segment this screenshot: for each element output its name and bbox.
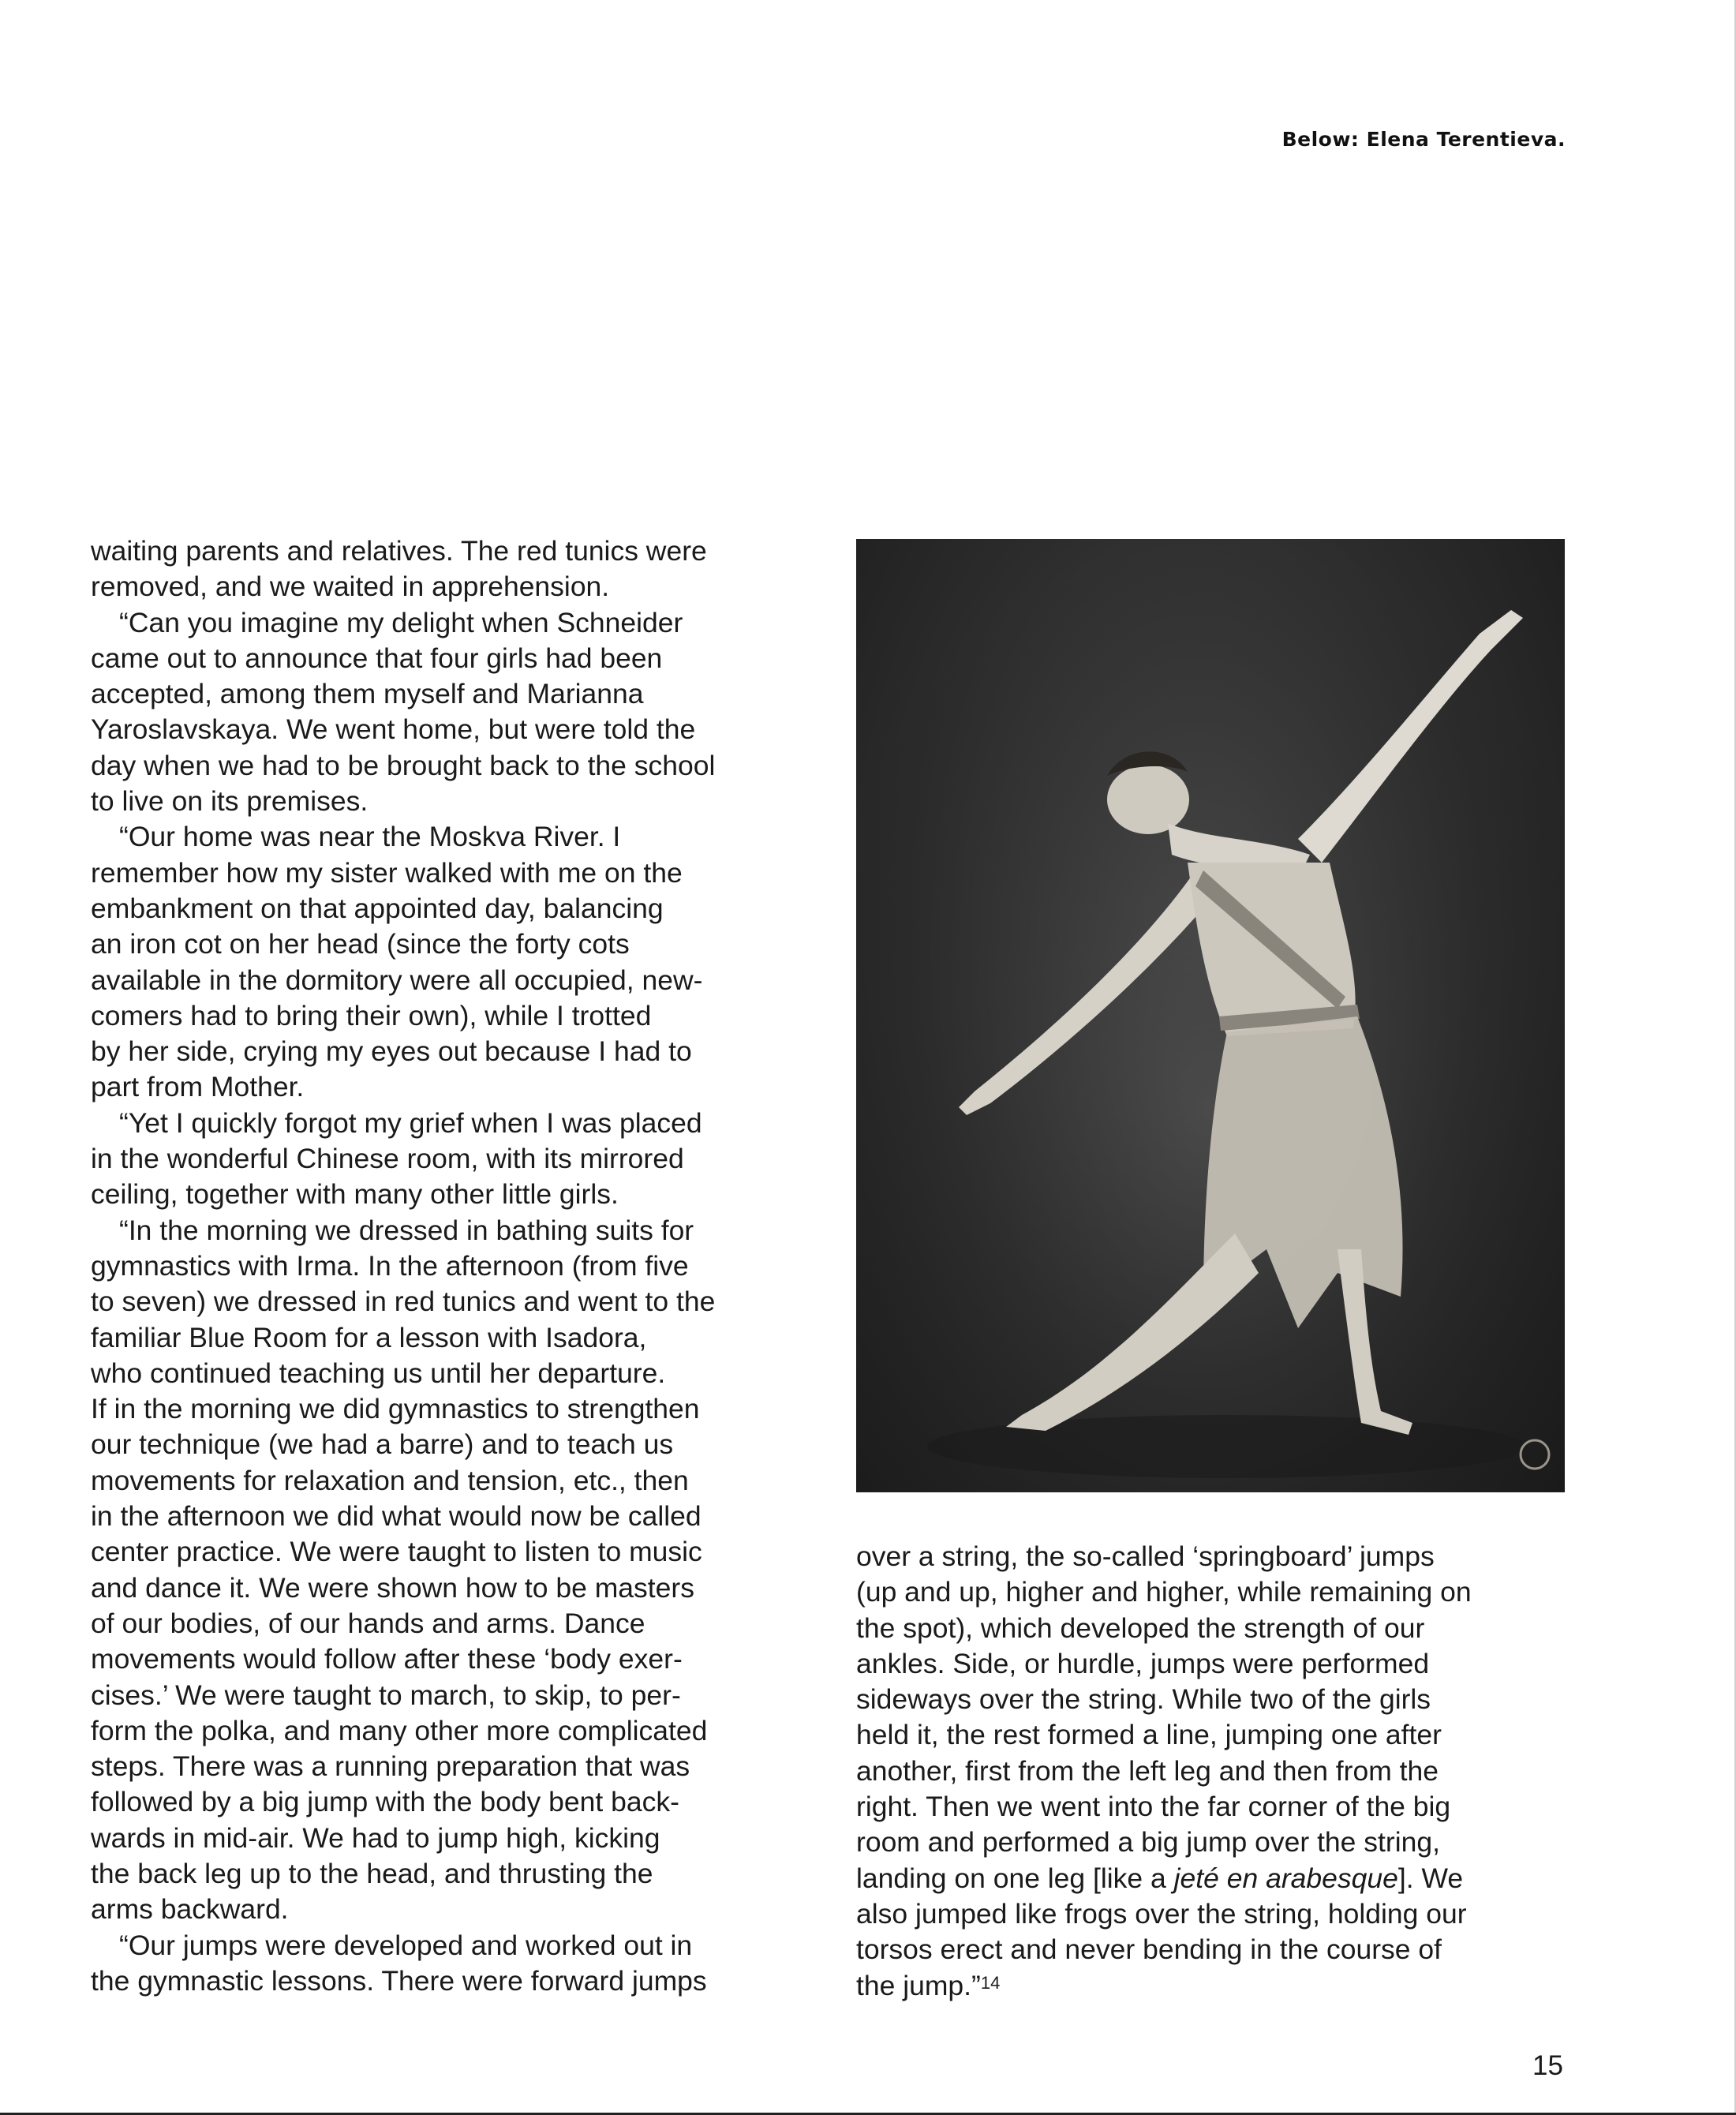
text-line: who continued teaching us until her departure. [91, 1357, 666, 1389]
text-fragment: landing on one leg [like a [856, 1862, 1174, 1894]
text-line [856, 1754, 1582, 1789]
text-line: familiar Blue Room for a lesson with Isadora, [91, 1321, 647, 1353]
text-line: movements for relaxation and tension, etc., then [91, 1464, 689, 1496]
text-line [856, 1789, 1582, 1825]
text-fragment: over a string, the so-called ‘springboard’ jumps [856, 1540, 1435, 1572]
text-line [856, 1825, 1582, 1860]
text-line [856, 1539, 1582, 1574]
text-fragment: ankles. Side, or hurdle, jumps were performed [856, 1647, 1430, 1679]
text-line: “Yet I quickly forgot my grief when I was placed [119, 1106, 702, 1139]
text-line: in the afternoon we did what would now be called [91, 1500, 702, 1533]
text-fragment: the spot), which developed the strength of our [856, 1612, 1425, 1644]
text-line: followed by a big jump with the body bent back- [91, 1786, 679, 1818]
text-line [856, 1646, 1582, 1682]
text-line: ceiling, together with many other little girls. [91, 1178, 619, 1211]
text-line: day when we had to be brought back to the school [91, 749, 716, 781]
text-line: center practice. We were taught to listen to music [91, 1536, 702, 1568]
text-line: arms backward. [91, 1893, 289, 1926]
text-line: remember how my sister walked with me on the [91, 856, 683, 889]
text-line: Yaroslavskaya. We went home, but were told the [91, 713, 696, 746]
text-line: by her side, crying my eyes out because I had to [91, 1035, 692, 1068]
text-fragment: another, first from the left leg and then from the [856, 1754, 1439, 1787]
text-line: to live on its premises. [91, 785, 369, 818]
text-fragment: ]. We [1397, 1862, 1464, 1894]
text-line [856, 1932, 1582, 1967]
text-line [856, 1968, 1582, 2004]
text-fragment: also jumped like frogs over the string, holding our [856, 1897, 1467, 1930]
text-line [856, 1611, 1582, 1646]
text-fragment: (up and up, higher and higher, while remaining on [856, 1576, 1472, 1608]
right-text-column [856, 1539, 1582, 2004]
text-line: to seven) we dressed in red tunics and went to the [91, 1286, 716, 1318]
text-line: and dance it. We were shown how to be masters [91, 1571, 694, 1604]
text-line: embankment on that appointed day, balancing [91, 892, 664, 924]
text-line [856, 1896, 1582, 1932]
text-fragment: held it, the rest formed a line, jumping one after [856, 1719, 1442, 1751]
text-line: “Our jumps were developed and worked out in [119, 1929, 693, 1961]
text-line: our technique (we had a barre) and to teach us [91, 1428, 674, 1461]
dancer-photograph [856, 539, 1565, 1492]
text-fragment: room and performed a big jump over the string, [856, 1826, 1440, 1859]
text-line: wards in mid-air. We had to jump high, kicking [91, 1821, 660, 1854]
text-line: of our bodies, of our hands and arms. Dance [91, 1607, 645, 1639]
text-line [856, 1861, 1582, 1896]
text-line: comers had to bring their own), while I trotted [91, 999, 652, 1031]
photo-caption: Below: Elena Terentieva. [1281, 128, 1566, 151]
text-line: in the wonderful Chinese room, with its mirrored [91, 1143, 684, 1175]
text-fragment: right. Then we went into the far corner of the big [856, 1791, 1451, 1823]
text-fragment: the jump.” [856, 1969, 981, 2001]
text-line: steps. There was a running preparation that was [91, 1750, 690, 1783]
text-line: waiting parents and relatives. The red tunics were [91, 535, 707, 567]
text-line: came out to announce that four girls had been [91, 642, 663, 674]
text-line: “Can you imagine my delight when Schneider [119, 606, 683, 638]
text-line: the gymnastic lessons. There were forward jumps [91, 1964, 707, 1997]
text-fragment: sideways over the string. While two of the girls [856, 1683, 1431, 1716]
text-line: “Our home was near the Moskva River. I [119, 821, 621, 853]
text-line: form the polka, and many other more complicated [91, 1714, 708, 1746]
text-line: accepted, among them myself and Marianna [91, 678, 644, 710]
text-line: If in the morning we did gymnastics to strengthen [91, 1393, 700, 1425]
text-line: removed, and we waited in apprehension. [91, 571, 610, 603]
text-line [856, 1574, 1582, 1610]
text-line: the back leg up to the head, and thrusting the [91, 1857, 653, 1889]
text-line [856, 1682, 1582, 1717]
text-line: cises.’ We were taught to march, to skip, to per- [91, 1679, 681, 1711]
italic-phrase: jeté en arabesque [1173, 1862, 1398, 1894]
text-line: gymnastics with Irma. In the afternoon (from five [91, 1249, 689, 1282]
text-line: part from Mother. [91, 1071, 305, 1103]
text-line [856, 1717, 1582, 1753]
text-line: “In the morning we dressed in bathing suits for [119, 1214, 694, 1246]
footnote-ref: 14 [980, 1972, 1001, 1993]
text-line: movements would follow after these ‘body exer- [91, 1643, 683, 1675]
page-number: 15 [1532, 2050, 1563, 2081]
text-fragment: torsos erect and never bending in the course of [856, 1933, 1442, 1966]
dancer-figure-image [856, 539, 1565, 1492]
left-text-column [91, 533, 825, 1999]
text-line: available in the dormitory were all occupied, new- [91, 964, 703, 996]
text-line: an iron cot on her head (since the forty cots [91, 928, 630, 960]
